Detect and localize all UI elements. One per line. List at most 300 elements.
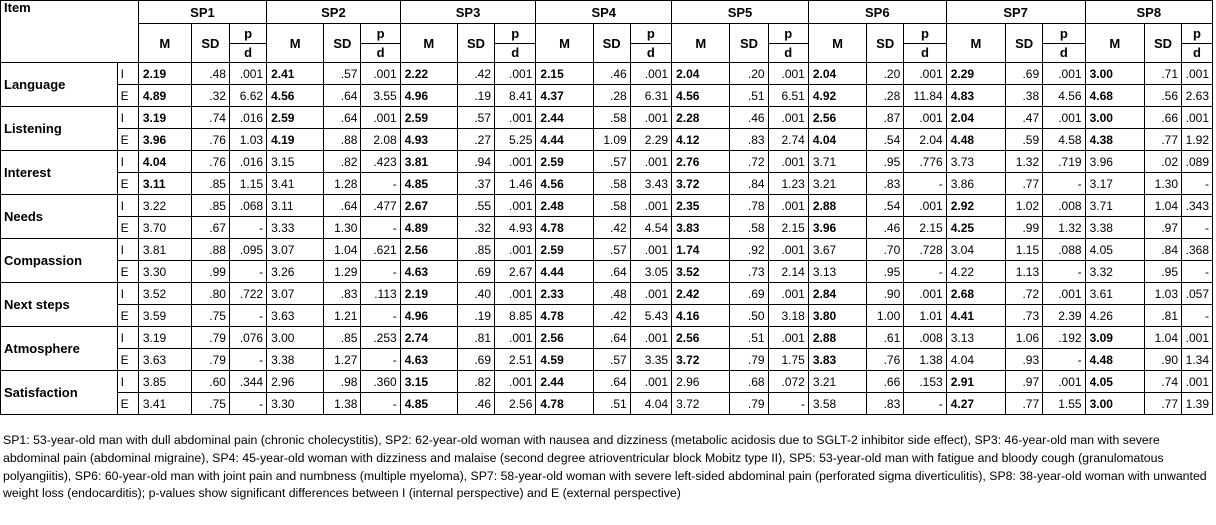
mean-value: 2.59 <box>536 239 593 261</box>
sd-value: .75 <box>191 305 229 327</box>
sd-value: .82 <box>457 371 494 393</box>
mean-value: 4.78 <box>536 393 593 415</box>
sd-column-header: SD <box>191 24 229 63</box>
p-d-value: .719 <box>1043 151 1085 173</box>
mean-value: 4.96 <box>400 305 457 327</box>
table-row <box>1 217 1213 239</box>
sd-value: .71 <box>1144 63 1181 85</box>
p-d-value: .001 <box>1043 107 1085 129</box>
sd-value: .55 <box>457 195 494 217</box>
item-name: Atmosphere <box>1 327 118 371</box>
sd-value: .48 <box>191 63 229 85</box>
sd-value: .81 <box>457 327 494 349</box>
p-d-column-header <box>630 24 671 63</box>
d-label: d <box>511 44 520 60</box>
p-d-value: .368 <box>1182 239 1213 261</box>
mean-column-header: M <box>536 24 593 63</box>
sd-value: 1.28 <box>324 173 361 195</box>
p-d-value: 3.05 <box>630 261 671 283</box>
mean-value: 3.19 <box>138 107 191 129</box>
sd-value: 1.30 <box>324 217 361 239</box>
p-d-value: .057 <box>1182 283 1213 305</box>
item-name: Needs <box>1 195 118 239</box>
p-d-value: 2.63 <box>1182 85 1213 107</box>
d-label: d <box>784 44 793 60</box>
mean-value: 4.92 <box>808 85 866 107</box>
p-d-value: .001 <box>768 151 808 173</box>
header-row-scenarios <box>1 1 1213 24</box>
mean-value: 2.59 <box>267 107 324 129</box>
mean-value: 3.52 <box>672 261 730 283</box>
mean-value: 2.04 <box>672 63 730 85</box>
sd-value: .51 <box>730 327 768 349</box>
sd-value: 1.00 <box>867 305 904 327</box>
sd-value: .69 <box>457 349 494 371</box>
p-d-value: .016 <box>229 107 266 129</box>
sd-value: .85 <box>191 173 229 195</box>
perspective-label: I <box>117 195 138 217</box>
perspective-label: E <box>117 393 138 415</box>
p-d-column-header <box>904 24 946 63</box>
header-row-statistics <box>1 24 1213 63</box>
p-label: p <box>376 25 385 41</box>
p-label: p <box>646 25 655 41</box>
mean-value: 3.07 <box>267 239 324 261</box>
p-d-value: .360 <box>361 371 400 393</box>
p-d-value: 4.93 <box>495 217 536 239</box>
table-header <box>1 1 1213 63</box>
mean-value: 3.13 <box>808 261 866 283</box>
item-name: Next steps <box>1 283 118 327</box>
p-d-value: 4.56 <box>1043 85 1085 107</box>
sd-value: .94 <box>457 151 494 173</box>
p-label: p <box>1059 25 1068 41</box>
sd-value: .80 <box>191 283 229 305</box>
scenario-header: SP1 <box>138 1 266 24</box>
mean-value: 4.78 <box>536 217 593 239</box>
sd-value: .28 <box>593 85 630 107</box>
table-row <box>1 393 1213 415</box>
sd-value: .72 <box>730 151 768 173</box>
p-d-value: - <box>1043 349 1085 371</box>
mean-value: 2.84 <box>808 283 866 305</box>
mean-column-header: M <box>946 24 1005 63</box>
p-d-value: .001 <box>768 63 808 85</box>
perspective-label: I <box>117 283 138 305</box>
p-d-value: .001 <box>361 63 400 85</box>
p-d-value: 4.58 <box>1043 129 1085 151</box>
d-label: d <box>646 44 655 60</box>
mean-value: 2.29 <box>946 63 1005 85</box>
sd-value: .79 <box>730 393 768 415</box>
sd-value: .46 <box>730 107 768 129</box>
sd-value: .64 <box>593 371 630 393</box>
sd-value: .46 <box>867 217 904 239</box>
p-d-value: .776 <box>904 151 946 173</box>
p-d-value: .001 <box>768 327 808 349</box>
sd-value: .20 <box>730 63 768 85</box>
mean-value: 4.44 <box>536 129 593 151</box>
mean-value: 3.11 <box>138 173 191 195</box>
sd-value: .69 <box>730 283 768 305</box>
sd-value: .27 <box>457 129 494 151</box>
mean-value: 2.35 <box>672 195 730 217</box>
sd-value: .46 <box>457 393 494 415</box>
p-d-value: 2.15 <box>904 217 946 239</box>
p-d-value: .001 <box>630 327 671 349</box>
p-d-value: .001 <box>630 151 671 173</box>
p-d-value: 1.75 <box>768 349 808 371</box>
mean-value: 4.56 <box>267 85 324 107</box>
p-d-value: .095 <box>229 239 266 261</box>
sd-value: 1.06 <box>1006 327 1043 349</box>
p-d-value: .001 <box>768 195 808 217</box>
p-d-value: .001 <box>630 239 671 261</box>
sd-value: .90 <box>867 283 904 305</box>
sd-value: .77 <box>1006 173 1043 195</box>
p-d-value: - <box>904 173 946 195</box>
p-d-value: .001 <box>630 63 671 85</box>
scenario-header: SP4 <box>536 1 672 24</box>
table-row <box>1 283 1213 305</box>
sd-value: .19 <box>457 85 494 107</box>
table-row <box>1 85 1213 107</box>
p-label: p <box>511 25 520 41</box>
sd-value: .54 <box>867 129 904 151</box>
mean-value: 3.96 <box>138 129 191 151</box>
mean-value: 2.48 <box>536 195 593 217</box>
mean-value: 3.63 <box>138 349 191 371</box>
mean-value: 3.26 <box>267 261 324 283</box>
table-row <box>1 349 1213 371</box>
p-d-value: - <box>361 305 400 327</box>
mean-value: 2.56 <box>536 327 593 349</box>
sd-value: .67 <box>191 217 229 239</box>
p-d-value: .192 <box>1043 327 1085 349</box>
sd-column-header: SD <box>1006 24 1043 63</box>
mean-value: 3.80 <box>808 305 866 327</box>
d-label: d <box>1059 44 1068 60</box>
p-d-column-header <box>229 24 266 63</box>
sd-value: .76 <box>191 129 229 151</box>
p-d-value: .001 <box>361 107 400 129</box>
p-d-value: - <box>1182 261 1213 283</box>
mean-value: 4.85 <box>400 173 457 195</box>
p-d-value: 1.23 <box>768 173 808 195</box>
p-d-value: .001 <box>904 283 946 305</box>
p-d-value: .088 <box>1043 239 1085 261</box>
mean-value: 4.44 <box>536 261 593 283</box>
p-d-value: - <box>1182 173 1213 195</box>
sd-value: .99 <box>191 261 229 283</box>
sd-value: .88 <box>191 239 229 261</box>
sd-value: 1.04 <box>324 239 361 261</box>
perspective-label: E <box>117 85 138 107</box>
sd-column-header: SD <box>457 24 494 63</box>
sd-value: 1.29 <box>324 261 361 283</box>
p-d-value: - <box>361 393 400 415</box>
mean-column-header: M <box>138 24 191 63</box>
p-d-value: 11.84 <box>904 85 946 107</box>
mean-value: 3.11 <box>267 195 324 217</box>
mean-value: 4.41 <box>946 305 1005 327</box>
table-footnote: SP1: 53-year-old man with dull abdominal pain (chronic cholecystitis), SP2: 62-year-old woman with nausea and dizziness (metabolic acidosis due to SGLT-2 inhibitor side effect), SP3: 46-year-old man with severe abdominal pain (abdominal migraine), SP4: 45-year-old woman with dizziness and malaise (second degree atrioventricular block Mobitz type II), SP5: 53-year-old man with fatigue and bloody cough (granulomatous polyangiitis), SP6: 60-year-old man with joint pain and numbness (multiple myeloma), SP7: 58-year-old woman with severe left-sided abdominal pain (perforated sigma diverticulitis), SP8: 38-year-old woman with unwanted weight loss (endocarditis); p-values show significant differences between I (internal perspective) and E (external perspective) <box>3 433 1207 501</box>
scenario-header: SP6 <box>808 1 946 24</box>
sd-value: .54 <box>867 195 904 217</box>
p-d-value: 4.54 <box>630 217 671 239</box>
sd-value: .46 <box>593 63 630 85</box>
sd-value: .69 <box>1006 63 1043 85</box>
p-d-value: 2.56 <box>495 393 536 415</box>
mean-value: 3.58 <box>808 393 866 415</box>
p-d-value: 2.04 <box>904 129 946 151</box>
perspective-label: E <box>117 305 138 327</box>
sd-value: .19 <box>457 305 494 327</box>
mean-value: 3.00 <box>267 327 324 349</box>
sd-value: 1.21 <box>324 305 361 327</box>
mean-value: 2.04 <box>808 63 866 85</box>
table-row <box>1 195 1213 217</box>
p-d-value: .001 <box>1182 327 1213 349</box>
p-label: p <box>784 25 793 41</box>
sd-value: .28 <box>867 85 904 107</box>
mean-value: 2.44 <box>536 371 593 393</box>
p-d-value: .001 <box>1043 283 1085 305</box>
sd-value: .76 <box>191 151 229 173</box>
sd-value: .73 <box>1006 305 1043 327</box>
sd-value: 1.03 <box>1144 283 1181 305</box>
p-d-value: .423 <box>361 151 400 173</box>
sd-value: .82 <box>324 151 361 173</box>
p-d-value: .001 <box>1043 63 1085 85</box>
perspective-label: I <box>117 371 138 393</box>
mean-column-header: M <box>672 24 730 63</box>
perspective-label: I <box>117 239 138 261</box>
sd-value: .85 <box>191 195 229 217</box>
item-name: Listening <box>1 107 118 151</box>
sd-value: 1.04 <box>1144 327 1181 349</box>
sd-value: .78 <box>730 195 768 217</box>
mean-column-header: M <box>1085 24 1144 63</box>
sd-value: .42 <box>593 217 630 239</box>
p-d-value: .001 <box>1182 107 1213 129</box>
p-d-value: .344 <box>229 371 266 393</box>
mean-value: 2.68 <box>946 283 1005 305</box>
sd-value: .77 <box>1006 393 1043 415</box>
sd-value: .51 <box>730 85 768 107</box>
sd-value: .95 <box>1144 261 1181 283</box>
p-d-value: 1.39 <box>1182 393 1213 415</box>
sd-value: .99 <box>1006 217 1043 239</box>
sd-column-header: SD <box>867 24 904 63</box>
mean-value: 3.52 <box>138 283 191 305</box>
sd-value: .70 <box>867 239 904 261</box>
scenario-header: SP8 <box>1085 1 1212 24</box>
table-row <box>1 305 1213 327</box>
p-d-value: 2.15 <box>768 217 808 239</box>
p-d-value: .016 <box>229 151 266 173</box>
sd-value: .57 <box>457 107 494 129</box>
p-d-value: .001 <box>768 283 808 305</box>
p-d-value: .001 <box>1043 371 1085 393</box>
sd-value: .64 <box>593 327 630 349</box>
mean-value: 3.41 <box>138 393 191 415</box>
sd-value: 1.02 <box>1006 195 1043 217</box>
mean-value: 3.17 <box>1085 173 1144 195</box>
mean-value: 2.42 <box>672 283 730 305</box>
mean-value: 2.44 <box>536 107 593 129</box>
mean-value: 4.93 <box>400 129 457 151</box>
p-d-value: - <box>1043 173 1085 195</box>
p-d-value: 2.08 <box>361 129 400 151</box>
sd-value: .32 <box>457 217 494 239</box>
sd-column-header: SD <box>1144 24 1181 63</box>
sd-value: .58 <box>593 107 630 129</box>
p-d-value: .068 <box>229 195 266 217</box>
scenario-header: SP2 <box>267 1 401 24</box>
mean-value: 3.63 <box>267 305 324 327</box>
mean-value: 2.67 <box>400 195 457 217</box>
mean-value: 3.33 <box>267 217 324 239</box>
p-d-column-header <box>1182 24 1213 63</box>
mean-value: 3.83 <box>808 349 866 371</box>
sd-value: .02 <box>1144 151 1181 173</box>
sd-value: .88 <box>324 129 361 151</box>
p-d-value: - <box>229 305 266 327</box>
sd-value: .69 <box>457 261 494 283</box>
mean-value: 2.56 <box>400 239 457 261</box>
p-d-value: .001 <box>630 107 671 129</box>
sd-value: .83 <box>730 129 768 151</box>
p-d-value: 6.31 <box>630 85 671 107</box>
p-d-value: 8.85 <box>495 305 536 327</box>
mean-value: 4.22 <box>946 261 1005 283</box>
p-d-value: .001 <box>904 107 946 129</box>
p-d-column-header <box>495 24 536 63</box>
p-d-value: 1.01 <box>904 305 946 327</box>
mean-value: 3.19 <box>138 327 191 349</box>
sd-value: .32 <box>191 85 229 107</box>
mean-value: 4.96 <box>400 85 457 107</box>
p-d-value: - <box>361 349 400 371</box>
sd-value: .84 <box>1144 239 1181 261</box>
sd-value: .83 <box>324 283 361 305</box>
sd-value: 1.32 <box>1006 151 1043 173</box>
sd-value: .97 <box>1144 217 1181 239</box>
perspective-label: I <box>117 327 138 349</box>
p-d-value: 3.35 <box>630 349 671 371</box>
mean-value: 4.83 <box>946 85 1005 107</box>
sd-value: .79 <box>730 349 768 371</box>
mean-value: 2.91 <box>946 371 1005 393</box>
mean-value: 3.86 <box>946 173 1005 195</box>
p-d-value: .001 <box>495 195 536 217</box>
sd-value: .66 <box>867 371 904 393</box>
p-d-value: - <box>229 261 266 283</box>
sd-value: 1.15 <box>1006 239 1043 261</box>
p-d-value: - <box>229 217 266 239</box>
mean-value: 4.05 <box>1085 239 1144 261</box>
sd-value: .73 <box>730 261 768 283</box>
p-d-value: - <box>361 261 400 283</box>
p-d-value: 1.38 <box>904 349 946 371</box>
mean-value: 4.37 <box>536 85 593 107</box>
p-d-value: .001 <box>495 107 536 129</box>
sd-value: .57 <box>593 239 630 261</box>
p-d-value: .072 <box>768 371 808 393</box>
mean-value: 4.63 <box>400 261 457 283</box>
item-name: Language <box>1 63 118 107</box>
mean-value: 3.30 <box>267 393 324 415</box>
p-d-column-header <box>361 24 400 63</box>
perspective-label: E <box>117 217 138 239</box>
mean-value: 3.13 <box>946 327 1005 349</box>
mean-value: 3.00 <box>1085 107 1144 129</box>
p-d-value: 2.14 <box>768 261 808 283</box>
p-d-value: .001 <box>768 107 808 129</box>
sd-value: 1.27 <box>324 349 361 371</box>
mean-value: 3.81 <box>400 151 457 173</box>
sd-value: .95 <box>867 261 904 283</box>
sd-value: .92 <box>730 239 768 261</box>
sd-value: .87 <box>867 107 904 129</box>
p-d-value: .621 <box>361 239 400 261</box>
sd-value: .68 <box>730 371 768 393</box>
p-d-value: .001 <box>495 63 536 85</box>
sd-value: .84 <box>730 173 768 195</box>
mean-value: 2.59 <box>400 107 457 129</box>
mean-value: 3.00 <box>1085 63 1144 85</box>
perspective-label: I <box>117 107 138 129</box>
sd-value: .74 <box>1144 371 1181 393</box>
p-d-value: 3.43 <box>630 173 671 195</box>
mean-value: 3.72 <box>672 349 730 371</box>
d-label: d <box>376 44 385 60</box>
mean-value: 4.48 <box>946 129 1005 151</box>
mean-value: 2.92 <box>946 195 1005 217</box>
p-d-value: .001 <box>1182 63 1213 85</box>
p-d-value: .001 <box>630 195 671 217</box>
mean-value: 4.26 <box>1085 305 1144 327</box>
mean-value: 3.00 <box>1085 393 1144 415</box>
mean-value: 2.96 <box>672 371 730 393</box>
p-d-value: .477 <box>361 195 400 217</box>
sd-value: .59 <box>1006 129 1043 151</box>
sd-value: .76 <box>867 349 904 371</box>
sd-value: .79 <box>191 349 229 371</box>
sd-value: .83 <box>867 173 904 195</box>
mean-value: 2.56 <box>808 107 866 129</box>
p-d-value: .253 <box>361 327 400 349</box>
sd-value: .72 <box>1006 283 1043 305</box>
perspective-label: E <box>117 261 138 283</box>
p-d-value: 1.03 <box>229 129 266 151</box>
sd-value: .58 <box>593 195 630 217</box>
scenario-header: SP7 <box>946 1 1085 24</box>
perspective-label: E <box>117 349 138 371</box>
p-d-value: 1.92 <box>1182 129 1213 151</box>
mean-value: 4.89 <box>400 217 457 239</box>
mean-value: 3.41 <box>267 173 324 195</box>
perspective-label: I <box>117 63 138 85</box>
sd-value: .50 <box>730 305 768 327</box>
sd-value: .37 <box>457 173 494 195</box>
p-d-value: .008 <box>1043 195 1085 217</box>
mean-column-header: M <box>808 24 866 63</box>
p-d-value: .728 <box>904 239 946 261</box>
mean-value: 3.61 <box>1085 283 1144 305</box>
mean-value: 4.04 <box>138 151 191 173</box>
